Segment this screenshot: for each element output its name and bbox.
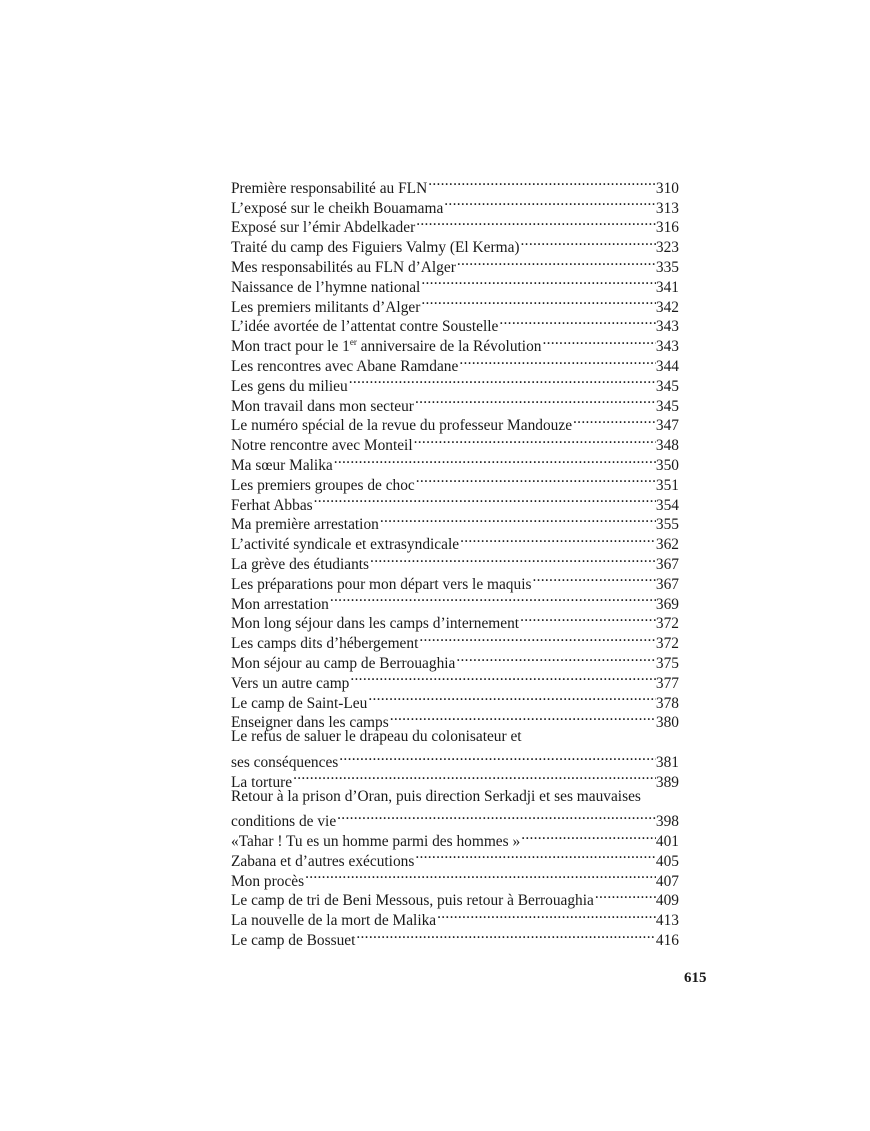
toc-entry-page: 372 <box>655 615 679 633</box>
dot-leader <box>594 886 656 906</box>
dot-leader <box>420 292 656 312</box>
toc-entry-title: Les premiers groupes de choc <box>231 476 415 494</box>
toc-entry-title: L’idée avortée de l’attentat contre Soustelle <box>231 318 499 336</box>
toc-entry-page: 367 <box>655 575 679 593</box>
dot-leader <box>415 213 656 233</box>
toc-entry-title: Les préparations pour mon départ vers le maquis <box>231 575 532 593</box>
toc-entry-page: 345 <box>655 377 679 395</box>
dot-leader <box>338 747 656 767</box>
dot-leader <box>336 807 656 827</box>
toc-entry-title: Zabana et d’autres exécutions <box>231 852 415 870</box>
dot-leader <box>531 569 655 589</box>
toc-entry-page: 341 <box>655 278 679 296</box>
toc-entry-page: 350 <box>655 456 679 474</box>
toc-entry-title: Le numéro spécial de la revue du professeur Mandouze <box>231 417 573 435</box>
dot-leader <box>520 826 656 846</box>
dot-leader <box>414 846 656 866</box>
toc-entry-title: Vers un autre camp <box>231 674 350 692</box>
toc-entry-last-line <box>231 747 679 771</box>
dot-leader <box>333 450 656 470</box>
dot-leader <box>427 173 656 193</box>
toc-entry-title-line2: ses conséquences <box>231 753 339 771</box>
toc-entry-title-start: Mon tract pour le 1 <box>231 338 350 356</box>
dot-leader <box>459 529 656 549</box>
toc-entry-title: Le camp de tri de Beni Messous, puis retour à Berrouaghia <box>231 892 594 910</box>
dot-leader <box>572 411 656 431</box>
toc-entry-last-line <box>231 807 679 831</box>
toc-entry-title: Le camp de Saint-Leu <box>231 694 368 712</box>
dot-leader <box>519 609 656 629</box>
toc-entry-title: Notre rencontre avec Monteil <box>231 437 413 455</box>
toc-entry-page: 416 <box>655 932 679 950</box>
dot-leader <box>369 549 656 569</box>
dot-leader <box>313 490 656 510</box>
toc-entry-page: 351 <box>655 476 679 494</box>
toc-entry-title: Les camps dits d’hébergement <box>231 635 419 653</box>
dot-leader <box>414 391 656 411</box>
dot-leader <box>379 510 656 530</box>
dot-leader <box>520 232 656 252</box>
toc-entry-page: 342 <box>655 298 679 316</box>
toc-entry-page: 375 <box>655 654 679 672</box>
toc-entry-title: Mon travail dans mon secteur <box>231 397 414 415</box>
toc-entry-title: Les rencontres avec Abane Ramdane <box>231 357 459 375</box>
dot-leader <box>349 668 656 688</box>
toc-entry <box>231 727 679 771</box>
toc-entry <box>231 173 679 197</box>
toc-entry-title: Naissance de l’hymne national <box>231 278 421 296</box>
table-of-contents <box>231 173 679 950</box>
toc-entry-page: 343 <box>655 338 679 356</box>
dot-leader <box>348 371 656 391</box>
toc-entry-page: 335 <box>655 258 679 276</box>
dot-leader <box>456 252 656 272</box>
dot-leader <box>292 767 656 787</box>
toc-entry-page: 313 <box>655 199 679 217</box>
toc-entry <box>231 787 679 831</box>
dot-leader <box>329 589 656 609</box>
toc-entry-title: La nouvelle de la mort de Malika <box>231 912 437 930</box>
toc-entry-title: Exposé sur l’émir Abdelkader <box>231 219 416 237</box>
toc-entry-title: Mon procès <box>231 872 305 890</box>
dot-leader <box>420 272 656 292</box>
toc-entry-page: 310 <box>655 179 679 197</box>
toc-entry-page: 323 <box>655 239 679 257</box>
toc-entry-page: 354 <box>655 496 679 514</box>
toc-entry-page: 378 <box>655 694 679 712</box>
toc-entry-title: Traité du camp des Figuiers Valmy (El Kerma) <box>231 239 520 257</box>
toc-entry-page: 409 <box>655 892 679 910</box>
dot-leader <box>413 430 656 450</box>
toc-entry-title-end: anniversaire de la Révolution <box>356 338 542 356</box>
toc-entry-title-line1: Retour à la prison d’Oran, puis direction Serkadji et ses mauvaises <box>231 787 641 805</box>
toc-entry-page: 316 <box>655 219 679 237</box>
toc-entry-title: La torture <box>231 773 293 791</box>
dot-leader <box>367 688 656 708</box>
toc-entry-page: 407 <box>655 872 679 890</box>
toc-entry-page: 380 <box>655 714 679 732</box>
dot-leader <box>443 193 656 213</box>
toc-entry-page: 367 <box>655 555 679 573</box>
dot-leader <box>418 628 656 648</box>
toc-entry-title: Ma première arrestation <box>231 516 379 534</box>
toc-entry-title: Ma sœur Malika <box>231 456 333 474</box>
toc-entry-title: Ferhat Abbas <box>231 496 313 514</box>
toc-entry-title: Mes responsabilités au FLN d’Alger <box>231 258 456 276</box>
dot-leader <box>541 331 655 351</box>
dot-leader <box>304 866 656 886</box>
dot-leader <box>415 470 656 490</box>
toc-entry-title: La grève des étudiants <box>231 555 370 573</box>
toc-entry-title: Les premiers militants d’Alger <box>231 298 421 316</box>
toc-entry-title-line1: Le refus de saluer le drapeau du colonisateur et <box>231 728 522 746</box>
dot-leader <box>498 312 656 332</box>
toc-entry-page: 348 <box>655 437 679 455</box>
toc-entry-page: 345 <box>655 397 679 415</box>
toc-entry-title: Le camp de Bossuet <box>231 932 356 950</box>
toc-entry-page: 372 <box>655 635 679 653</box>
toc-entry-title-line2: conditions de vie <box>231 813 337 831</box>
toc-entry-page: 413 <box>655 912 679 930</box>
toc-entry-title: L’exposé sur le cheikh Bouamama <box>231 199 444 217</box>
toc-entry-title: L’activité syndicale et extrasyndicale <box>231 536 460 554</box>
toc-entry-page: 369 <box>655 595 679 613</box>
dot-leader <box>436 905 656 925</box>
toc-entry-title: Les gens du milieu <box>231 377 348 395</box>
toc-entry-title: Mon séjour au camp de Berrouaghia <box>231 654 456 672</box>
toc-entry-title: Mon long séjour dans les camps d’internement <box>231 615 520 633</box>
toc-entry-title: «Tahar ! Tu es un homme parmi des hommes » <box>231 833 521 851</box>
toc-entry-page: 381 <box>655 753 679 771</box>
toc-entry-page: 355 <box>655 516 679 534</box>
toc-entry-page: 405 <box>655 852 679 870</box>
toc-entry-title: Mon arrestation <box>231 595 329 613</box>
toc-entry-page: 389 <box>655 773 679 791</box>
ordinal-superscript: er <box>349 337 357 348</box>
toc-entry-page: 401 <box>655 833 679 851</box>
dot-leader <box>458 351 656 371</box>
dot-leader <box>389 708 656 728</box>
toc-entry-page: 362 <box>655 536 679 554</box>
toc-entry-page: 344 <box>655 357 679 375</box>
toc-entry-page: 377 <box>655 674 679 692</box>
dot-leader <box>355 925 656 945</box>
toc-entry-title: Première responsabilité au FLN <box>231 179 428 197</box>
toc-entry-page: 343 <box>655 318 679 336</box>
toc-entry <box>231 767 679 791</box>
dot-leader <box>455 648 656 668</box>
toc-entry-page: 398 <box>655 813 679 831</box>
toc-entry-title: Enseigner dans les camps <box>231 714 389 732</box>
toc-entry-page: 347 <box>655 417 679 435</box>
page-number: 615 <box>684 970 707 986</box>
